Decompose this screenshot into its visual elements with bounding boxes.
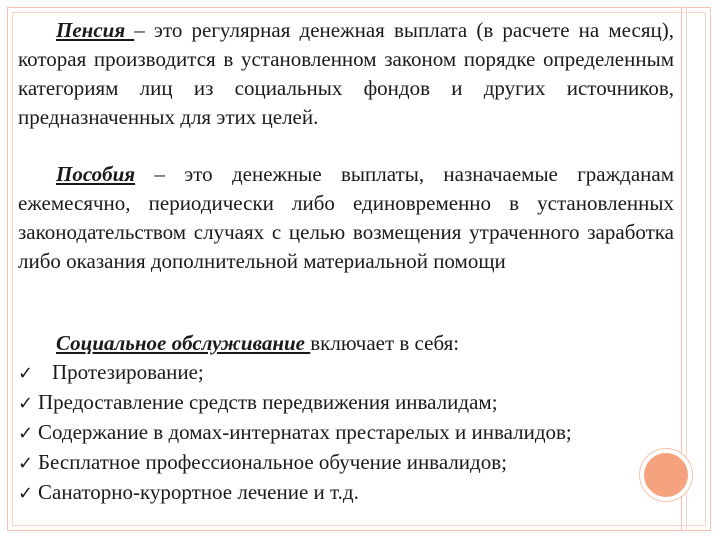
checkmark-icon: ✓ xyxy=(18,423,34,444)
benefits-term: Пособия xyxy=(56,162,136,186)
list-item xyxy=(18,478,674,508)
list-item-text: Содержание в домах-интернатах престарелых и инвалидов; xyxy=(38,420,572,444)
list-item xyxy=(18,358,674,388)
list-item-text: Предоставление средств передвижения инвалидам; xyxy=(38,390,498,414)
list-item-text: Бесплатное профессиональное обучение инвалидов; xyxy=(38,450,507,474)
list-item-text: Протезирование; xyxy=(52,360,204,384)
list-item xyxy=(18,448,674,478)
social-service-term: Социальное обслуживание xyxy=(56,331,311,355)
social-service-heading xyxy=(56,329,674,358)
checkmark-icon: ✓ xyxy=(18,483,34,504)
frame-vertical-line xyxy=(681,7,682,531)
frame-vertical-line-inner xyxy=(686,7,687,531)
social-service-intro: включает в себя: xyxy=(310,331,460,355)
list-item xyxy=(18,418,674,448)
benefits-definition: – это денежные выплаты, назначаемые гражданам ежемесячно, периодически либо единовременно в установленных законодательством случаях с целью возмещения утраченного заработка либо оказания дополнительной материальной помощи xyxy=(18,162,674,273)
social-service-section xyxy=(18,329,674,508)
checkmark-icon: ✓ xyxy=(18,363,34,384)
pension-definition: – это регулярная денежная выплата (в расчете на месяц), которая производится в установленном законом порядке определенным категориям лиц из социальных фондов и других источников, предназначенных для этих целей. xyxy=(18,18,674,129)
list-item-text: Санаторно-курортное лечение и т.д. xyxy=(38,480,359,504)
list-item xyxy=(18,388,674,418)
checkmark-icon: ✓ xyxy=(18,393,34,414)
pension-term: Пенсия xyxy=(56,18,135,42)
pension-paragraph xyxy=(18,16,674,132)
benefits-paragraph xyxy=(18,160,674,276)
checkmark-icon: ✓ xyxy=(18,453,34,474)
social-service-list xyxy=(18,358,674,508)
